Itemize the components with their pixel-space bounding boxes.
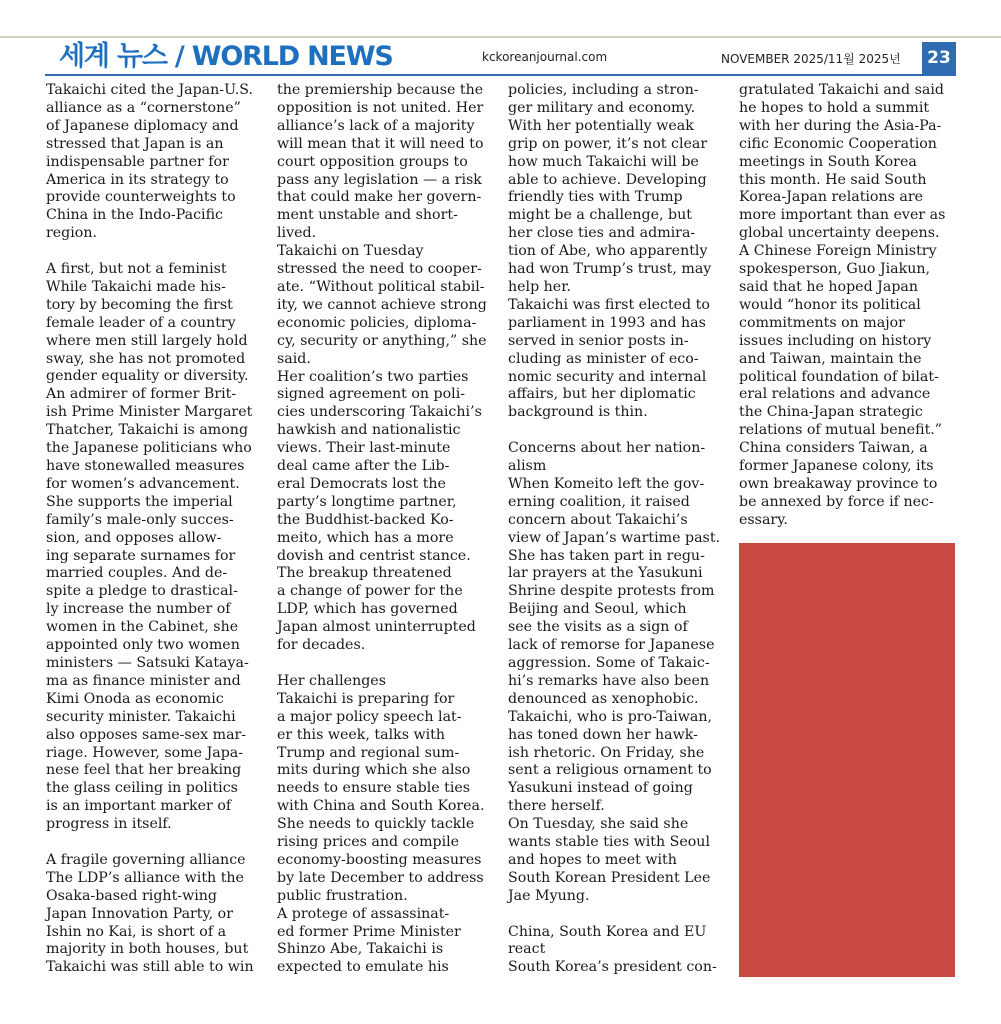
text-line: Takaichi, who is pro-Taiwan, xyxy=(508,708,713,725)
text-line: and hopes to meet with xyxy=(508,851,677,868)
paragraph-gap xyxy=(46,243,268,261)
text-line: Osaka-based right-wing xyxy=(46,887,217,904)
article-paragraph xyxy=(46,82,268,243)
text-line: public frustration. xyxy=(277,887,408,904)
article-paragraph xyxy=(277,673,499,906)
text-line: Shinzo Abe, Takaichi is xyxy=(277,941,444,958)
text-line: gratulated Takaichi and said xyxy=(739,82,944,98)
text-line: Trump and regional sum- xyxy=(277,744,460,761)
text-line: the China-Japan strategic xyxy=(739,404,923,421)
article-paragraph xyxy=(508,924,730,960)
article-paragraph xyxy=(739,440,961,530)
text-line: how much Takaichi will be xyxy=(508,153,699,170)
text-line: A fragile governing alliance xyxy=(46,851,246,868)
text-line: security minister. Takaichi xyxy=(46,708,236,725)
text-line: She supports the imperial xyxy=(46,493,233,510)
text-line: dovish and centrist stance. xyxy=(277,547,471,564)
text-line: On Tuesday, she said she xyxy=(508,816,689,833)
text-line: Beijing and Seoul, which xyxy=(508,601,687,618)
text-line: LDP, which has governed xyxy=(277,601,458,618)
text-line: progress in itself. xyxy=(46,816,172,833)
text-line: the Buddhist-backed Ko- xyxy=(277,511,454,528)
text-line: denounced as xenophobic. xyxy=(508,690,699,707)
text-line: policies, including a stron- xyxy=(508,82,699,98)
text-line: court opposition groups to xyxy=(277,153,468,170)
text-line: has toned down her hawk- xyxy=(508,726,698,743)
text-line: lack of remorse for Japanese xyxy=(508,637,715,654)
text-line: for women’s advancement. xyxy=(46,475,240,492)
text-line: aggression. Some of Takaic- xyxy=(508,654,710,671)
text-line: spokesperson, Guo Jiakun, xyxy=(739,261,931,278)
text-line: Her challenges xyxy=(277,672,386,689)
text-line: be annexed by force if nec- xyxy=(739,493,934,510)
text-line: said. xyxy=(277,350,311,367)
text-line: alism xyxy=(508,458,547,475)
text-line: meetings in South Korea xyxy=(739,153,917,170)
text-line: is an important marker of xyxy=(46,798,232,815)
text-line: She has taken part in regu- xyxy=(508,547,705,564)
text-line: ment unstable and short- xyxy=(277,207,458,224)
site-url: kckoreanjournal.com xyxy=(482,50,608,64)
text-line: China considers Taiwan, a xyxy=(739,440,928,457)
text-line: political foundation of bilat- xyxy=(739,368,939,385)
issue-date: NOVEMBER 2025/11월 2025년 xyxy=(721,52,901,66)
text-line: spite a pledge to drastical- xyxy=(46,583,238,600)
text-line: that could make her govern- xyxy=(277,189,482,206)
text-line: the glass ceiling in politics xyxy=(46,780,238,797)
article-paragraph xyxy=(508,82,730,297)
text-line: tory by becoming the first xyxy=(46,296,233,313)
text-line: friendly ties with Trump xyxy=(508,189,683,206)
text-line: China, South Korea and EU xyxy=(508,923,707,940)
text-line: gender equality or diversity. xyxy=(46,368,249,385)
text-line: America in its strategy to xyxy=(46,171,229,188)
article-paragraph xyxy=(508,816,730,906)
text-line: Jae Myung. xyxy=(508,887,590,904)
text-line: Thatcher, Takaichi is among xyxy=(46,422,249,439)
text-line: relations of mutual benefit.” xyxy=(739,422,943,439)
text-line: With her potentially weak xyxy=(508,117,694,134)
text-line: concern about Takaichi’s xyxy=(508,511,688,528)
text-line: female leader of a country xyxy=(46,314,236,331)
text-line: family’s male-only succes- xyxy=(46,511,234,528)
text-line: Takaichi is preparing for xyxy=(277,690,455,707)
text-line: provide counterweights to xyxy=(46,189,236,206)
text-line: grip on power, it’s not clear xyxy=(508,135,708,152)
masthead xyxy=(45,38,956,74)
text-line: cific Economic Cooperation xyxy=(739,135,937,152)
article-paragraph xyxy=(277,82,499,243)
text-line: A first, but not a feminist xyxy=(46,261,227,278)
text-line: Kimi Onoda as economic xyxy=(46,690,224,707)
text-line: Takaichi cited the Japan-U.S. xyxy=(46,82,253,98)
text-line: Takaichi on Tuesday xyxy=(277,243,424,260)
text-line: South Korea’s president con- xyxy=(508,959,717,976)
article-paragraph xyxy=(508,297,730,422)
section-title: 세계 뉴스 / WORLD NEWS xyxy=(59,41,393,72)
text-line: majority in both houses, but xyxy=(46,941,249,958)
text-line: hi’s remarks have also been xyxy=(508,672,710,689)
text-line: a change of power for the xyxy=(277,583,463,600)
text-line: sion, and opposes allow- xyxy=(46,529,222,546)
text-line: A protege of assassinat- xyxy=(277,905,450,922)
text-line: with her during the Asia-Pa- xyxy=(739,117,942,134)
text-line: Japan almost uninterrupted xyxy=(277,619,476,636)
text-line: with China and South Korea. xyxy=(277,798,485,815)
text-line: react xyxy=(508,941,546,958)
text-line: ity, we cannot achieve strong xyxy=(277,296,487,313)
text-line: essary. xyxy=(739,511,788,528)
text-line: An admirer of former Brit- xyxy=(46,386,237,403)
text-line: ish Prime Minister Margaret xyxy=(46,404,253,421)
text-line: opposition is not united. Her xyxy=(277,99,484,116)
text-line: he hopes to hold a summit xyxy=(739,99,930,116)
text-line: view of Japan’s wartime past. xyxy=(508,529,721,546)
text-line: parliament in 1993 and has xyxy=(508,314,706,331)
text-line: Takaichi was first elected to xyxy=(508,296,710,313)
text-line: Shrine despite protests from xyxy=(508,583,715,600)
text-line: Korea-Japan relations are xyxy=(739,189,924,206)
text-line: riage. However, some Japa- xyxy=(46,744,244,761)
paragraph-gap xyxy=(46,834,268,852)
text-line: and Taiwan, maintain the xyxy=(739,350,922,367)
text-line: issues including on history xyxy=(739,332,932,349)
text-line: her close ties and admira- xyxy=(508,225,696,242)
text-line: Takaichi was still able to win xyxy=(46,959,254,976)
text-line: A Chinese Foreign Ministry xyxy=(739,243,937,260)
text-line: women in the Cabinet, she xyxy=(46,619,239,636)
article-paragraph xyxy=(277,243,499,368)
text-line: stressed the need to cooper- xyxy=(277,261,482,278)
text-line: ma as finance minister and xyxy=(46,672,241,689)
text-line: served in senior posts in- xyxy=(508,332,689,349)
text-line: sway, she has not promoted xyxy=(46,350,246,367)
text-line: economic policies, diploma- xyxy=(277,314,477,331)
text-line: While Takaichi made his- xyxy=(46,278,226,295)
text-line: eral relations and advance xyxy=(739,386,931,403)
text-line: cies underscoring Takaichi’s xyxy=(277,404,482,421)
text-line: ly increase the number of xyxy=(46,601,231,618)
text-line: lived. xyxy=(277,225,317,242)
text-line: She needs to quickly tackle xyxy=(277,816,475,833)
header-rule xyxy=(45,74,956,76)
text-line: background is thin. xyxy=(508,404,648,421)
text-line: eral Democrats lost the xyxy=(277,475,446,492)
article-column-2 xyxy=(277,82,499,977)
article-paragraph xyxy=(508,440,730,476)
text-line: hawkish and nationalistic xyxy=(277,422,461,439)
article-paragraph xyxy=(277,906,499,978)
text-line: The LDP’s alliance with the xyxy=(46,869,244,886)
text-line: nese feel that her breaking xyxy=(46,762,242,779)
paragraph-gap xyxy=(508,906,730,924)
text-line: deal came after the Lib- xyxy=(277,458,450,475)
text-line: Yasukuni instead of going xyxy=(508,780,693,797)
text-line: cy, security or anything,” she xyxy=(277,332,487,349)
text-line: able to achieve. Developing xyxy=(508,171,707,188)
text-line: the Japanese politicians who xyxy=(46,440,252,457)
text-line: of Japanese diplomacy and xyxy=(46,117,239,134)
text-line: see the visits as a sign of xyxy=(508,619,688,636)
paragraph-gap xyxy=(277,655,499,673)
paragraph-gap xyxy=(508,422,730,440)
text-line: wants stable ties with Seoul xyxy=(508,834,710,851)
text-line: party’s longtime partner, xyxy=(277,493,457,510)
text-line: by late December to address xyxy=(277,869,484,886)
text-line: ger military and economy. xyxy=(508,99,696,116)
text-line: signed agreement on poli- xyxy=(277,386,466,403)
text-line: ish rhetoric. On Friday, she xyxy=(508,744,705,761)
advertisement-placeholder xyxy=(739,543,955,977)
text-line: economy-boosting measures xyxy=(277,851,482,868)
text-line: China in the Indo-Pacific xyxy=(46,207,223,224)
text-line: region. xyxy=(46,225,97,242)
text-line: ate. “Without political stabil- xyxy=(277,278,485,295)
text-line: cluding as minister of eco- xyxy=(508,350,699,367)
text-line: might be a challenge, but xyxy=(508,207,692,224)
text-line: where men still largely hold xyxy=(46,332,248,349)
text-line: tion of Abe, who apparently xyxy=(508,243,708,260)
text-line: needs to ensure stable ties xyxy=(277,780,471,797)
text-line: er this week, talks with xyxy=(277,726,446,743)
text-line: alliance’s lack of a majority xyxy=(277,117,475,134)
text-line: Japan Innovation Party, or xyxy=(46,905,233,922)
text-line: Ishin no Kai, is short of a xyxy=(46,923,227,940)
text-line: The breakup threatened xyxy=(277,565,452,582)
text-line: When Komeito left the gov- xyxy=(508,475,705,492)
text-line: stressed that Japan is an xyxy=(46,135,224,152)
text-line: meito, which has a more xyxy=(277,529,454,546)
text-line: pass any legislation — a risk xyxy=(277,171,482,188)
text-line: ministers — Satsuki Kataya- xyxy=(46,654,249,671)
article-paragraph xyxy=(46,261,268,834)
article-paragraph xyxy=(508,476,730,816)
text-line: former Japanese colony, its xyxy=(739,458,934,475)
text-line: own breakaway province to xyxy=(739,475,938,492)
text-line: nomic security and internal xyxy=(508,368,707,385)
article-paragraph xyxy=(46,852,268,977)
text-line: the premiership because the xyxy=(277,82,484,98)
text-line: global uncertainty deepens. xyxy=(739,225,940,242)
text-line: a major policy speech lat- xyxy=(277,708,462,725)
text-line: ing separate surnames for xyxy=(46,547,236,564)
text-line: more important than ever as xyxy=(739,207,946,224)
text-line: also opposes same-sex mar- xyxy=(46,726,247,743)
text-line: lar prayers at the Yasukuni xyxy=(508,565,703,582)
article-paragraph xyxy=(739,82,961,243)
text-line: alliance as a “cornerstone” xyxy=(46,99,241,116)
article-column-3 xyxy=(508,82,730,977)
text-line: South Korean President Lee xyxy=(508,869,711,886)
text-line: would “honor its political xyxy=(739,296,921,313)
text-line: married couples. And de- xyxy=(46,565,228,582)
text-line: affairs, but her diplomatic xyxy=(508,386,696,403)
text-line: had won Trump’s trust, may xyxy=(508,261,712,278)
text-line: commitments on major xyxy=(739,314,905,331)
article-paragraph xyxy=(277,369,499,656)
text-line: rising prices and compile xyxy=(277,834,460,851)
text-line: views. Their last-minute xyxy=(277,440,451,457)
text-line: ed former Prime Minister xyxy=(277,923,461,940)
article-column-4 xyxy=(739,82,961,530)
text-line: said that he hoped Japan xyxy=(739,278,918,295)
article-paragraph xyxy=(508,959,730,977)
text-line: there herself. xyxy=(508,798,605,815)
text-line: will mean that it will need to xyxy=(277,135,484,152)
text-line: indispensable partner for xyxy=(46,153,229,170)
text-line: this month. He said South xyxy=(739,171,927,188)
text-line: Her coalition’s two parties xyxy=(277,368,469,385)
article-paragraph xyxy=(739,243,961,440)
article-column-1 xyxy=(46,82,268,977)
text-line: erning coalition, it raised xyxy=(508,493,690,510)
text-line: help her. xyxy=(508,278,571,295)
text-line: appointed only two women xyxy=(46,637,240,654)
text-line: have stonewalled measures xyxy=(46,458,245,475)
text-line: Concerns about her nation- xyxy=(508,440,706,457)
text-line: mits during which she also xyxy=(277,762,471,779)
text-line: for decades. xyxy=(277,637,366,654)
text-line: expected to emulate his xyxy=(277,959,449,976)
page-number-badge: 23 xyxy=(922,42,956,74)
text-line: sent a religious ornament to xyxy=(508,762,712,779)
